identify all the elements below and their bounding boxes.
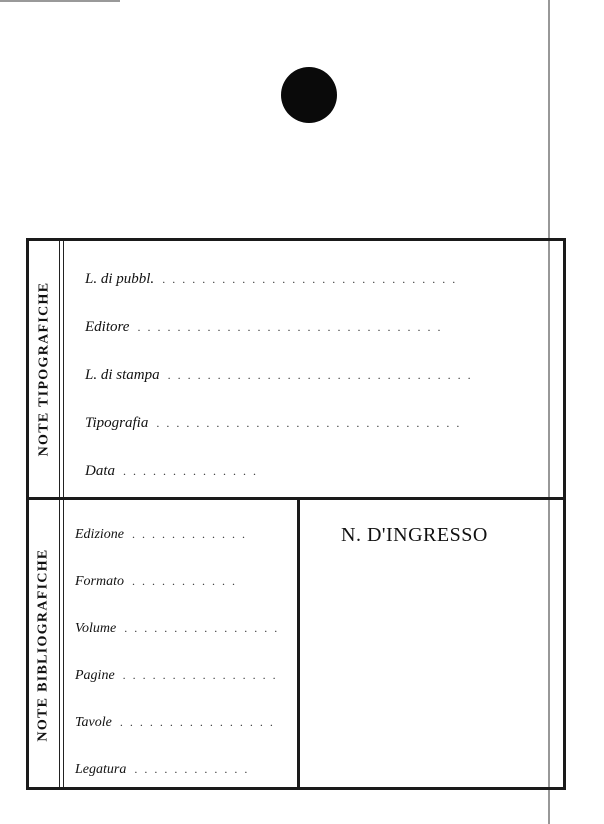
margin-rule-inner xyxy=(63,241,64,787)
field-date[interactable]: Data . . . . . . . . . . . . . . xyxy=(85,463,555,480)
fill-line: . . . . . . . . . . . . . . . . . . . . . . . . . . . . . . xyxy=(162,272,458,286)
field-format[interactable]: Formato . . . . . . . . . . . xyxy=(75,574,287,590)
field-edition[interactable]: Edizione . . . . . . . . . . . . xyxy=(75,527,287,543)
field-pages[interactable]: Pagine . . . . . . . . . . . . . . . . xyxy=(75,668,287,684)
fill-line: . . . . . . . . . . . . xyxy=(132,527,247,541)
section-divider xyxy=(29,497,563,500)
fill-line: . . . . . . . . . . . . . . . . xyxy=(124,621,280,635)
field-place-of-printing[interactable]: L. di stampa . . . . . . . . . . . . . . . . . . . . . . . . . . . . . . . xyxy=(85,367,555,384)
card-top-edge xyxy=(0,0,120,2)
fill-line: . . . . . . . . . . . . . . . . xyxy=(119,715,275,729)
field-volume[interactable]: Volume . . . . . . . . . . . . . . . . xyxy=(75,621,287,637)
field-binding[interactable]: Legatura . . . . . . . . . . . . xyxy=(75,762,287,778)
accession-divider xyxy=(297,499,300,787)
field-publisher[interactable]: Editore . . . . . . . . . . . . . . . . . . . . . . . . . . . . . . . xyxy=(85,319,555,336)
fill-line: . . . . . . . . . . . . xyxy=(134,762,250,776)
fill-line: . . . . . . . . . . . . . . xyxy=(123,464,258,478)
field-place-of-publication[interactable]: L. di pubbl. . . . . . . . . . . . . . . . . . . . . . . . . . . . . . . xyxy=(85,271,555,288)
section-title-typographic: NOTE TIPOGRAFICHE xyxy=(36,281,52,457)
fill-line: . . . . . . . . . . . xyxy=(132,574,237,588)
section-title-bibliographic: NOTE BIBLIOGRAFICHE xyxy=(36,548,51,742)
fill-line: . . . . . . . . . . . . . . . . . . . . . . . . . . . . . . . xyxy=(137,320,443,334)
fill-line: . . . . . . . . . . . . . . . . . . . . . . . . . . . . . . . xyxy=(167,368,473,382)
field-printer[interactable]: Tipografia . . . . . . . . . . . . . . . . . . . . . . . . . . . . . . . xyxy=(85,415,555,432)
field-plates[interactable]: Tavole . . . . . . . . . . . . . . . . xyxy=(75,715,287,731)
catalog-card-form xyxy=(26,238,566,790)
fill-line: . . . . . . . . . . . . . . . . . . . . . . . . . . . . . . . xyxy=(156,416,462,430)
fill-line: . . . . . . . . . . . . . . . . xyxy=(122,668,278,682)
punch-hole xyxy=(281,67,337,123)
margin-rule xyxy=(59,241,60,787)
accession-number-label: N. D'INGRESSO xyxy=(341,524,488,546)
